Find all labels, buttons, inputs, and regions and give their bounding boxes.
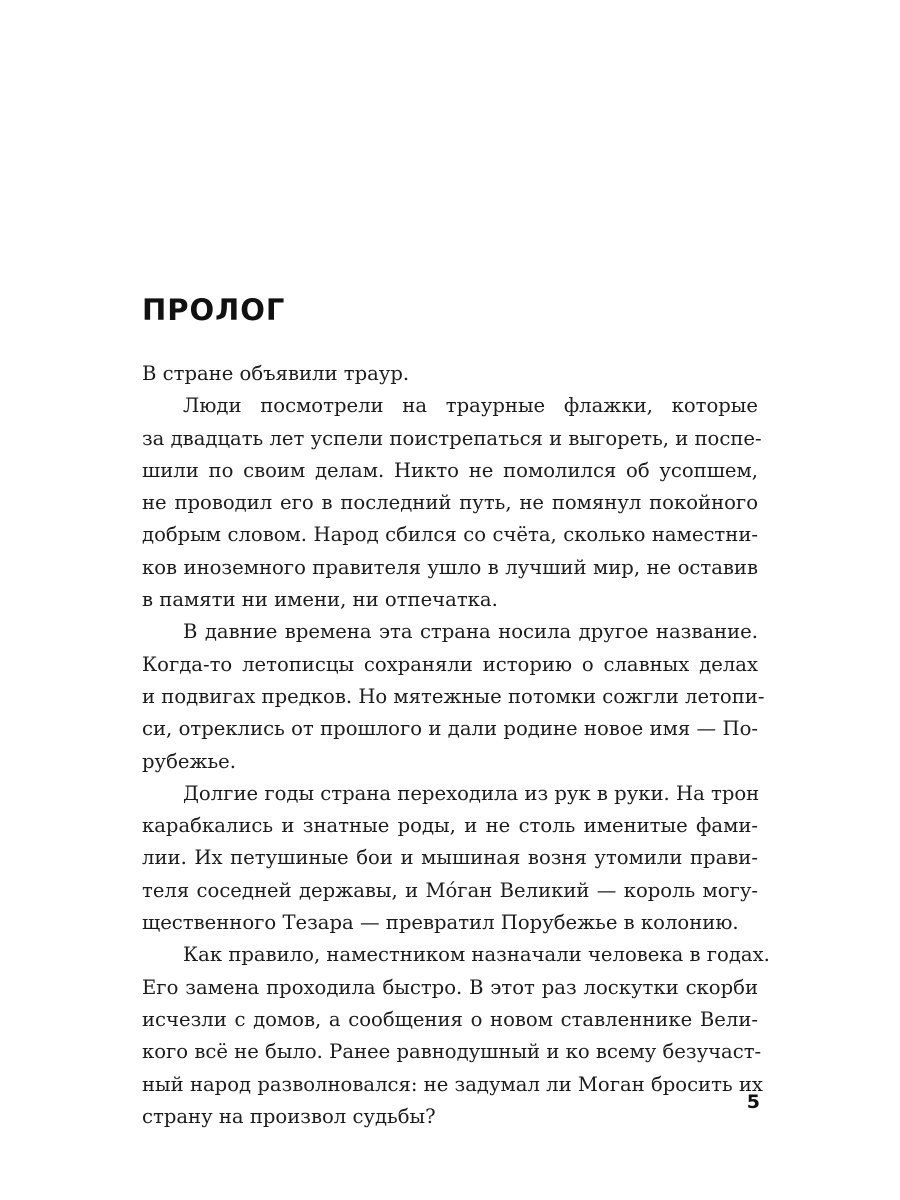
text-line: лии. Их петушиные бои и мышиная возня утомили прави- (142, 846, 758, 870)
text-line: В давние времена эта страна носила другое название. (183, 620, 758, 644)
text-line: В стране объявили траур. (142, 362, 410, 385)
text-line: щественного Тезара — превратил Порубежье в колонию. (142, 911, 739, 935)
paragraph (142, 358, 758, 390)
paragraph (142, 616, 765, 777)
paragraph (142, 390, 762, 616)
text-line: исчезли с домов, а сообщения о новом ставленнике Вели- (142, 1007, 758, 1031)
text-line: ный народ разволновался: не задумал ли Моган бросить их (142, 1072, 763, 1096)
text-line: шили по своим делам. Никто не помолился об усопшем, (142, 458, 758, 482)
text-line: в памяти ни имени, ни отпечатка. (142, 588, 498, 612)
text-line: страну на произвол судьбы? (142, 1104, 436, 1128)
text-line: Люди посмотрели на траурные флажки, которые (183, 394, 758, 418)
text-line: теля соседней державы, и Мóган Великий — король могу- (142, 878, 758, 902)
chapter-body (142, 358, 770, 1133)
text-line: рубежье. (142, 749, 236, 773)
text-line: и подвигах предков. Но мятежные потомки сожгли летопи- (142, 684, 765, 708)
text-line: кого всё не было. Ранее равнодушный и ко всему безучаст- (142, 1040, 762, 1064)
text-line: не проводил его в последний путь, не помянул покойного (142, 491, 758, 515)
text-line: Когда-то летописцы сохраняли историю о славных делах (142, 652, 758, 676)
page-number: 5 (746, 1091, 760, 1113)
text-line: Как правило, наместником назначали человека в годах. (183, 943, 770, 967)
text-line: Его замена проходила быстро. В этот раз лоскутки скорби (142, 975, 758, 999)
text-line: си, отреклись от прошлого и дали родине новое имя — По- (142, 717, 758, 741)
text-line: ков иноземного правителя ушло в лучший мир, не оставив (142, 555, 758, 579)
text-line: добрым словом. Народ сбился со счёта, сколько наместни- (142, 523, 758, 547)
text-line: за двадцать лет успели поистрепаться и выгореть, и поспе- (142, 426, 762, 450)
chapter-heading: ПРОЛОГ (142, 293, 286, 327)
text-line: Долгие годы страна переходила из рук в руки. На трон (183, 781, 760, 805)
paragraph (142, 939, 770, 1133)
text-line: карабкались и знатные роды, и не столь именитые фами- (142, 814, 758, 838)
paragraph (142, 778, 758, 939)
